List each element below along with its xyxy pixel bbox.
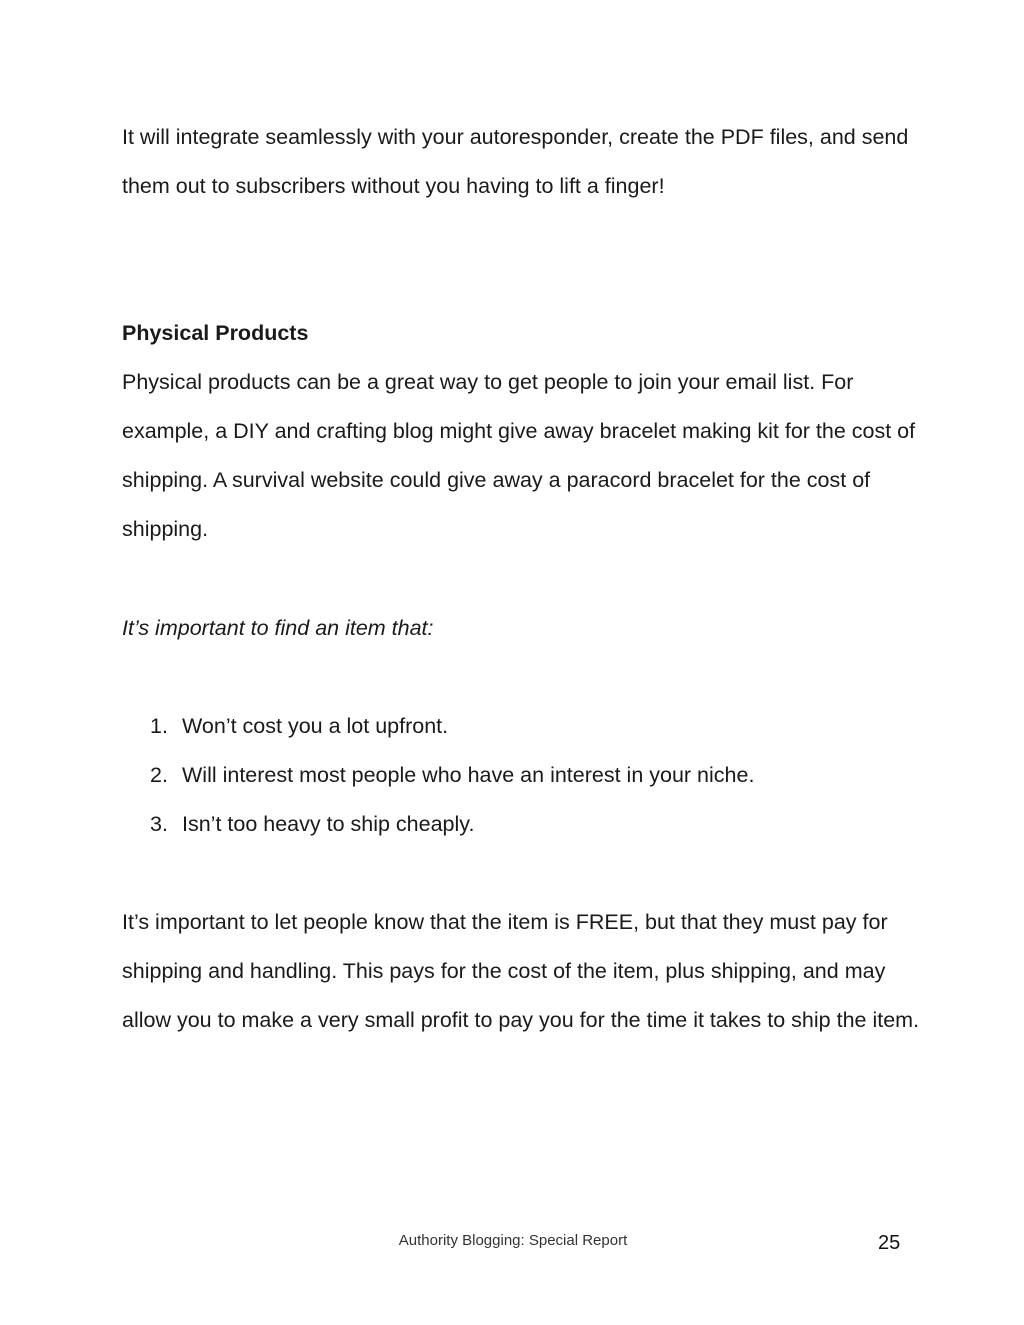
paragraph-autoresponder: It will integrate seamlessly with your autoresponder, create the PDF files, and send them out to subscribers without you having to lift a finger!: [122, 125, 909, 198]
list-intro: It’s important to find an item that:: [122, 616, 434, 640]
list-item-text: Will interest most people who have an interest in your niche.: [182, 763, 755, 787]
list-item: [150, 751, 754, 800]
footer-title: [0, 1232, 1024, 1249]
list-item: [150, 800, 754, 849]
list-item-text: Isn’t too heavy to ship cheaply.: [182, 812, 475, 836]
page-number: 25: [878, 1232, 901, 1254]
criteria-list: [150, 702, 754, 849]
footer-title-text: Authority Blogging: Special Report: [398, 1232, 628, 1249]
list-item-text: Won’t cost you a lot upfront.: [182, 714, 449, 738]
paragraph-physical-products: Physical products can be a great way to get people to join your email list. For example, a DIY and crafting blog might give away bracelet making kit for the cost of shipping. A survival website could give away a paracord bracelet for the cost of shipping.: [122, 370, 916, 541]
paragraph-free-item: It’s important to let people know that the item is FREE, but that they must pay for shipping and handling. This pays for the cost of the item, plus shipping, and may allow you to make a very small profit to pay you for the time it takes to ship the item.: [122, 910, 920, 1032]
list-item-number: 3.: [150, 812, 168, 836]
list-item-number: 2.: [150, 763, 168, 787]
list-item-number: 1.: [150, 714, 168, 738]
list-item: [150, 702, 754, 751]
section-heading: Physical Products: [122, 321, 309, 345]
